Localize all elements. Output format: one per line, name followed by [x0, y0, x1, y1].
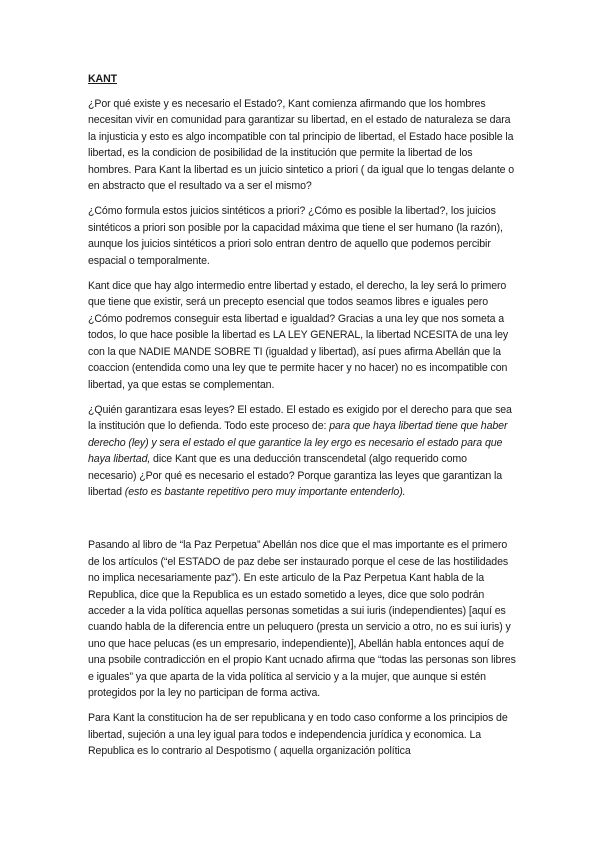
paragraph-text: Kant dice que hay algo intermedio entre libertad y estado, el derecho, la ley será lo primero que tiene que existir, será un precepto esencial que todos seamos libres e iguales pero ¿Cómo podremos conseguir esta libertad e igualdad? Gracias a una ley que nos someta a todos, lo que hace posible la libertad es LA LEY GENERAL, la libertad NCESITA de una ley con la que NADIE MANDE SOBRE TI (igualdad y libertad), así pues afirma Abellán que la coaccion (entendida como una ley que te permite hacer y no hacer) no es incompatible con libertad, ya que estas se complementan. [88, 280, 509, 391]
paragraph-2 [88, 203, 518, 269]
paragraph-text: ¿Quién garantizara esas leyes? El estado. El estado es exigido por el derecho para que sea la institución que lo defienda. Todo este proceso de: [88, 403, 512, 433]
paragraph-6 [88, 710, 518, 759]
paragraph-text: ¿Por qué existe y es necesario el Estado?, Kant comienza afirmando que los hombres necesitan vivir en comunidad para garantizar su libertad, en el estado de naturaleza se dara la injusticia y esto es algo incompatible con tal principio de libertad, el Estado hace posible la libertad, es la condicion de posibilidad de la institución que permite la libertad de los hombres. Para Kant la libertad es un juicio sintetico a priori ( da igual que lo tengas delante o en abstracto que el resultado va a ser el mismo? [88, 98, 515, 193]
paragraph-5 [88, 537, 518, 701]
paragraph-text: ¿Cómo formula estos juicios sintéticos a priori? ¿Cómo es posible la libertad?, los juicios sintéticos a priori son posible por la capacidad máxima que tiene el ser humano (la razón), aunque los juicios sintéticos a priori solo entran dentro de aquello que podemos percibir espacial o temporalmente. [88, 205, 503, 267]
paragraph-text: dice Kant que es una deducción transcendetal (algo requerido como necesario) ¿Por qué es necesario el estado? Porque garantiza las leyes que garantizan la libertad [88, 453, 503, 498]
paragraph-1 [88, 96, 518, 194]
paragraph-4 [88, 402, 518, 500]
document-title: KANT [88, 73, 118, 85]
document-page [88, 72, 518, 769]
paragraph-italic-text: para que haya libertad tiene que haber derecho (ley) y sera el estado el que garantice la ley ergo es necesario el estado para que haya libertad, [88, 420, 508, 466]
paragraph-text: Para Kant la constitucion ha de ser republicana y en todo caso conforme a los principios de libertad, sujeción a una ley igual para todos e independencia jurídica y economica. La Republica es lo contrario al Despotismo ( aquella organización política [88, 712, 508, 758]
paragraph-3 [88, 278, 518, 393]
paragraph-text: Pasando al libro de “la Paz Perpetua” Abellán nos dice que el mas importante es el primero de los artículos (“el ESTADO de paz debe ser instaurado porque el cese de las hostilidades no implica necesariamente paz”). En este articulo de la Paz Perpetua Kant habla de la Republica, dice que la Republica es un estado sometido a leyes, dice que solo podrán acceder a la vida política aquellas personas sometidas a sui iuris (independientes) [aquí es cuando habla de la diferencia entre un peluquero (presta un servicio a otro, no es sui iuris) y uno que hace pelucas (es un empresario, independiente)], Abellán habla entonces aquí de una psobile contradicción en el propio Kant ucnado afirma que “todas las personas son libres e iguales” ya que aparta de la vida política al servicio y a la mujer, que aunque si estén protegidos por la ley no participan de forma activa. [88, 539, 516, 699]
paragraph-italic-text: (esto es bastante repetitivo pero muy importante entenderlo). [124, 485, 406, 498]
